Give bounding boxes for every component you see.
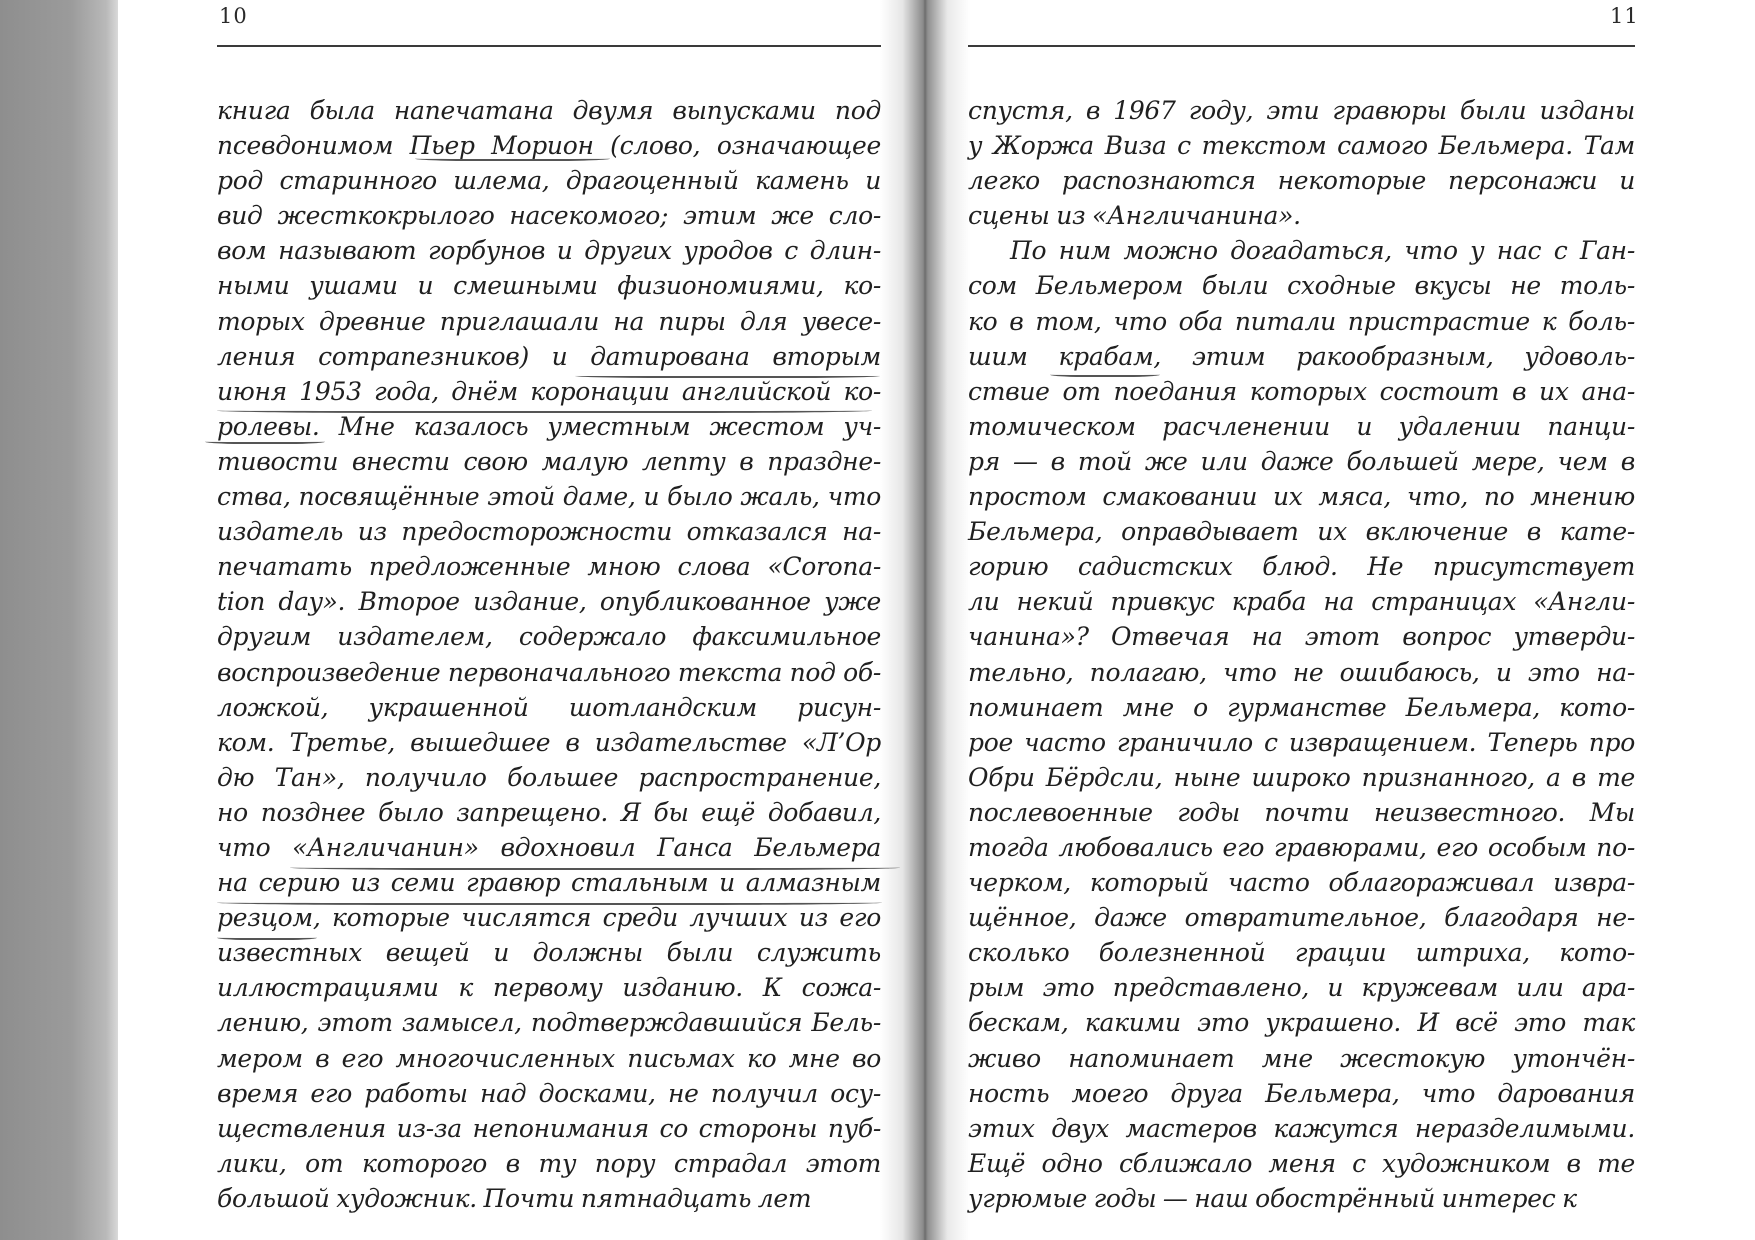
page-edge-shadow: [0, 0, 118, 1240]
text-line: сом Бельмером были сходные вкусы не толь-: [968, 271, 1635, 301]
text-line: печатать предложенные мною слова «Corona-: [217, 552, 881, 582]
text-line: другим издателем, содержало факсимильное: [217, 622, 881, 652]
text-line: По ним можно догадаться, что у нас с Ган-: [1010, 236, 1635, 266]
text-line: большой художник. Почти пятнадцать лет: [217, 1183, 812, 1213]
text-line: ложкой, украшенной шотландским рисун-: [217, 692, 881, 722]
text-line: томическом расчленении и удалении панци-: [968, 411, 1635, 441]
text-line: время его работы над досками, не получил осу-: [217, 1078, 881, 1108]
text-line: ществления из-за непонимания со стороны пуб-: [217, 1113, 881, 1143]
text-line: книга была напечатана двумя выпусками под: [217, 96, 881, 125]
text-line: послевоенные годы почти неизвестного. Мы: [968, 797, 1635, 827]
text-line: ления сотрапезников) и датирована вторым: [217, 341, 881, 371]
text-line: торых древние приглашали на пиры для увесе-: [217, 306, 881, 336]
right-page-number: 11: [1610, 4, 1639, 28]
text-line: известных вещей и должны были служить: [217, 938, 881, 968]
text-line: лики, от которого в ту пору страдал этот: [217, 1148, 881, 1178]
text-line: тогда любовались его гравюрами, его особым по-: [968, 832, 1635, 862]
text-line: сцены из «Англичанина».: [968, 201, 1301, 231]
text-line: горию садистских блюд. Не присутствует: [968, 552, 1635, 582]
text-line: издатель из предосторожности отказался на-: [217, 517, 881, 547]
text-line: ком. Третье, вышедшее в издательстве «Л’Ор: [217, 727, 881, 757]
text-line: простом смаковании их мяса, что, по мнению: [968, 482, 1635, 512]
text-line: этих двух мастеров кажутся неразделимыми.: [968, 1113, 1635, 1143]
text-line: тельно, полагаю, что не ошибаюсь, и это на-: [968, 657, 1635, 687]
text-line: мером в его многочисленных письмах ко мне во: [217, 1043, 881, 1073]
text-line: лению, этот замысел, подтверждавшийся Бель-: [217, 1008, 881, 1038]
text-line: Бельмера, оправдывает их включение в кате-: [968, 517, 1635, 547]
book-gutter: [880, 0, 970, 1240]
text-line: воспроизведение первоначального текста под об-: [217, 657, 881, 687]
text-line: Обри Бёрдсли, ныне широко признанного, а в те: [968, 762, 1635, 792]
pencil-underline-mark: [575, 371, 880, 378]
left-page-number: 10: [219, 4, 248, 28]
text-line: резцом, которые числятся среди лучших из его: [217, 903, 881, 933]
text-line: псевдонимом Пьер Морион (слово, означающее: [217, 131, 881, 161]
right-page-text: [968, 93, 1635, 1216]
text-line: дю Тан», получило большее распространение,: [217, 762, 881, 792]
text-line: ства, посвящённые этой даме, и было жаль, что: [217, 482, 881, 512]
pencil-underline-mark: [217, 932, 317, 940]
pencil-underline-mark: [1050, 369, 1160, 377]
text-line: но позднее было запрещено. Я бы ещё добавил,: [217, 797, 881, 827]
pencil-underline-mark: [290, 862, 900, 870]
right-header-rule: [968, 45, 1635, 47]
pencil-underline-mark: [415, 153, 610, 161]
text-line: Ещё одно сближало меня с художником в те: [968, 1148, 1635, 1178]
text-line: иллюстрациями к первому изданию. К сожа-: [217, 973, 881, 1003]
text-line: tion day». Второе издание, опубликованное уже: [217, 587, 881, 617]
text-line: шим крабам, этим ракообразным, удоволь-: [968, 341, 1635, 371]
text-line: угрюмые годы — наш обострённый интерес к: [968, 1183, 1577, 1213]
text-line: ролевы. Мне казалось уместным жестом уч-: [217, 411, 881, 441]
text-line: поминает мне о гурманстве Бельмера, кото-: [968, 692, 1635, 722]
left-page-text: [217, 93, 881, 1216]
text-line: на серию из семи гравюр стальным и алмазным: [217, 868, 881, 898]
text-line: рое часто граничило с извращением. Теперь про: [968, 727, 1635, 757]
text-line: чанина»? Отвечая на этот вопрос утверди-: [968, 622, 1635, 652]
text-line: спустя, в 1967 году, эти гравюры были изданы: [968, 96, 1635, 125]
text-line: ными ушами и смешными физиономиями, ко-: [217, 271, 881, 301]
text-line: сколько болезненной грации штриха, кото-: [968, 938, 1635, 968]
text-line: бескам, какими это украшено. И всё это так: [968, 1008, 1635, 1038]
text-line: рым это представлено, и кружевам или ара-: [968, 973, 1635, 1003]
text-line: у Жоржа Виза с текстом самого Бельмера. Там: [968, 131, 1635, 161]
pencil-underline-mark: [217, 405, 872, 413]
text-line: ко в том, что оба питали пристрастие к боль-: [968, 306, 1635, 336]
text-line: ствие от поедания которых состоит в их ана-: [968, 376, 1635, 406]
text-line: вом называют горбунов и других уродов с длин-: [217, 236, 881, 266]
text-line: ря — в той же или даже большей мере, чем в: [968, 446, 1635, 476]
text-line: ли некий привкус краба на страницах «Англи-: [968, 587, 1635, 617]
text-line: июня 1953 года, днём коронации английской ко-: [217, 376, 881, 406]
text-line: щённое, даже отвратительное, благодаря не-: [968, 903, 1635, 933]
text-line: живо напоминает мне жестокую утончён-: [968, 1043, 1635, 1073]
text-line: род старинного шлема, драгоценный камень и: [217, 166, 881, 196]
pencil-underline-mark: [217, 897, 882, 905]
text-line: вид жесткокрылого насекомого; этим же сло-: [217, 201, 881, 231]
text-line: черком, который часто облагораживал извра-: [968, 868, 1635, 898]
text-line: ность моего друга Бельмера, что дарования: [968, 1078, 1635, 1108]
pencil-underline-mark: [205, 436, 325, 444]
text-line: тивости внести свою малую лепту в праздне-: [217, 446, 881, 476]
text-line: что «Англичанин» вдохновил Ганса Бельмера: [217, 832, 881, 862]
left-header-rule: [217, 45, 881, 47]
text-line: легко распознаются некоторые персонажи и: [968, 166, 1635, 196]
